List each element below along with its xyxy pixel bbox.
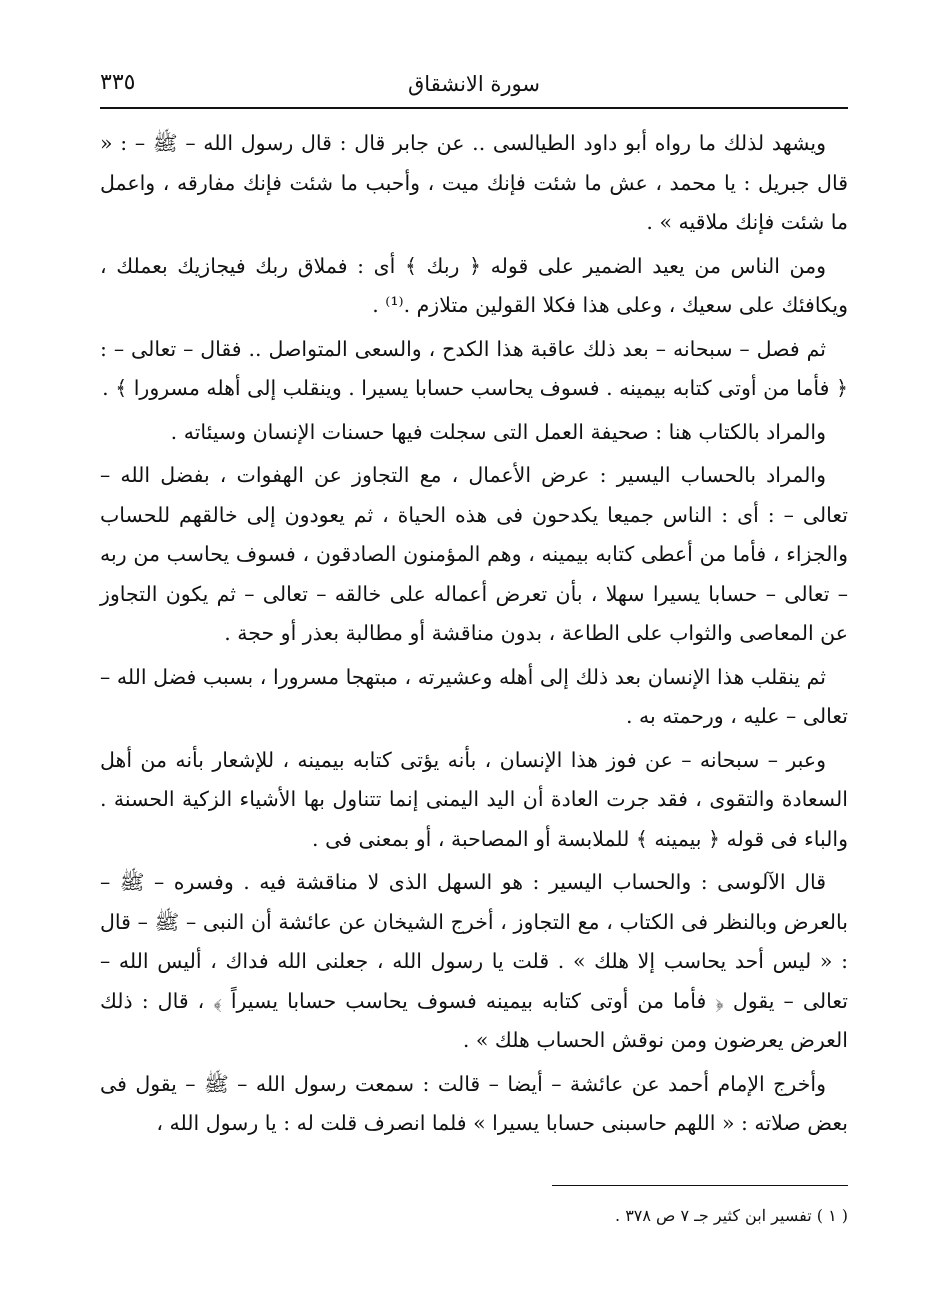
main-text [100,124,848,1146]
page-number: ٣٣٥ [100,70,136,95]
paragraph: ثم ينقلب هذا الإنسان بعد ذلك إلى أهله وعشيرته ، مبتهجا مسرورا ، بسبب فضل الله – تعالى – عليه ، ورحمته به . [100,664,848,728]
page-header [100,66,848,106]
footnote-rule [552,1185,848,1186]
paragraph: ومن الناس من يعيد الضمير على قوله ﴿ ربك ﴾ أى : فملاق ربك فيجازيك بعملك ، ويكافئك على سعيك ، وعلى هذا فكلا القولين متلازم .⁽¹⁾ . [100,253,848,317]
header-rule [100,107,848,109]
footnote: ( ١ ) تفسير ابن كثير جـ ٧ ص ٣٧٨ . [615,1206,848,1225]
paragraph: ثم فصل – سبحانه – بعد ذلك عاقبة هذا الكدح ، والسعى المتواصل .. فقال – تعالى – : ﴿ فأما من أوتى كتابه بيمينه . فسوف يحاسب حسابا يسيرا . وينقلب إلى أهله مسرورا ﴾ . [100,336,848,400]
paragraph: ويشهد لذلك ما رواه أبو داود الطيالسى .. عن جابر قال : قال رسول الله – ﷺ – : « قال جبريل : يا محمد ، عش ما شئت فإنك ميت ، وأحبب ما شئت فإنك مفارقه ، واعمل ما شئت فإنك ملاقيه » . [100,131,848,234]
paragraph: وعبر – سبحانه – عن فوز هذا الإنسان ، بأنه يؤتى كتابه بيمينه ، للإشعار بأنه من أهل السعادة والتقوى ، فقد جرت العادة أن اليد اليمنى إنما تتناول بها الأشياء الزكية الحسنة . والباء فى قوله ﴿ بيمينه ﴾ للملابسة أو المصاحبة ، أو بمعنى فى . [100,747,848,851]
paragraph: وأخرج الإمام أحمد عن عائشة – أيضا – قالت : سمعت رسول الله – ﷺ – يقول فى بعض صلاته : « اللهم حاسبنى حسابا يسيرا » فلما انصرف قلت له : يا رسول الله ، [100,1071,848,1135]
paragraph: قال الآلوسى : والحساب اليسير : هو السهل الذى لا مناقشة فيه . وفسره – ﷺ – بالعرض وبالنظر فى الكتاب ، مع التجاوز ، أخرج الشيخان عن عائشة أن النبى – ﷺ – قال : « ليس أحد يحاسب إلا هلك » . قلت يا رسول الله ، جعلنى الله فداك ، أليس الله – تعالى – يقول ﴿ فأما من أوتى كتابه بيمينه فسوف يحاسب حسابا يسيراً ﴾ ، قال : ذلك العرض يعرضون ومن نوقش الحساب هلك » . [100,870,848,1052]
paragraph: والمراد بالكتاب هنا : صحيفة العمل التى سجلت فيها حسنات الإنسان وسيئاته . [170,419,826,444]
surah-title: سورة الانشقاق [408,72,540,96]
paragraph: والمراد بالحساب اليسير : عرض الأعمال ، مع التجاوز عن الهفوات ، بفضل الله – تعالى – : أى : الناس جميعا يكدحون فى هذه الحياة ، ثم يعودون إلى خالقهم للحساب والجزاء ، فأما من أعطى كتابه بيمينه ، وهم المؤمنون الصادقون ، فسوف يحاسب من ربه – تعالى – حسابا يسيرا سهلا ، بأن تعرض أعماله على خالقه – تعالى – ثم يكون التجاوز عن المعاصى والثواب على الطاعة ، بدون مناقشة أو مطالبة بعذر أو حجة . [100,463,848,645]
